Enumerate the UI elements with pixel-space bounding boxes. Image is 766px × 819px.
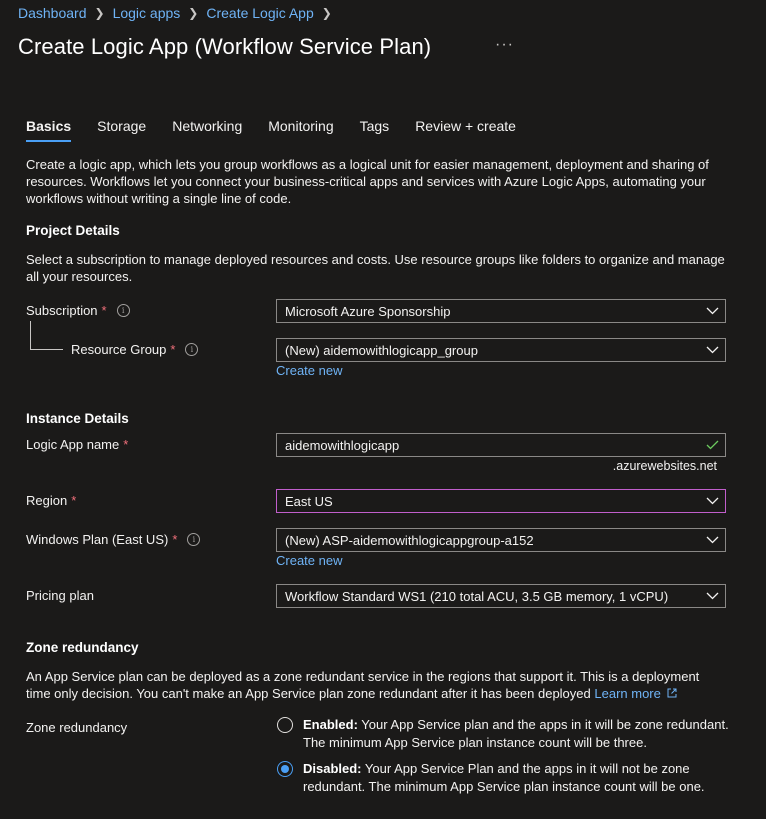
required-marker: *	[123, 437, 129, 452]
zone-enabled-radio[interactable]	[277, 717, 293, 733]
logic-app-name-value: aidemowithlogicapp	[285, 437, 400, 453]
pricing-plan-dropdown[interactable]	[276, 584, 726, 608]
chevron-down-icon	[699, 497, 725, 505]
more-options-icon[interactable]: ···	[495, 36, 514, 53]
required-marker: *	[101, 303, 107, 318]
tree-connector	[30, 321, 63, 350]
tab-monitoring[interactable]: Monitoring	[268, 118, 334, 134]
logic-app-name-label-text: Logic App name	[26, 437, 120, 452]
subscription-label	[26, 303, 130, 318]
tab-bar	[26, 118, 542, 142]
intro-text: Create a logic app, which lets you group workflows as a logical unit for easier management, deployment and sharing of resources. Workflows let you connect your business-critical apps and services with Azure Logic Apps, automating your workflows without writing a single line of code.	[26, 157, 709, 206]
info-icon[interactable]: i	[185, 343, 198, 356]
checkmark-icon	[699, 440, 725, 450]
resource-group-dropdown[interactable]	[276, 338, 726, 362]
chevron-down-icon	[699, 307, 725, 315]
windows-plan-label-text: Windows Plan (East US)	[26, 532, 169, 547]
chevron-right-icon: ❯	[321, 6, 332, 20]
zone-enabled-option[interactable]	[303, 716, 733, 752]
zone-disabled-text: Your App Service Plan and the apps in it will not be zone redundant. The minimum App Service plan instance count will be one.	[303, 761, 705, 794]
subscription-label-text: Subscription	[26, 303, 98, 318]
pricing-plan-value: Workflow Standard WS1 (210 total ACU, 3.5 GB memory, 1 vCPU)	[285, 588, 669, 604]
logic-app-name-label	[26, 437, 128, 452]
windows-plan-dropdown[interactable]	[276, 528, 726, 552]
pricing-plan-label-text: Pricing plan	[26, 588, 94, 603]
info-icon[interactable]: i	[117, 304, 130, 317]
zone-redundancy-desc	[26, 668, 726, 702]
create-new-plan-link[interactable]: Create new	[276, 553, 343, 568]
zone-enabled-text: Your App Service plan and the apps in it will be zone redundant. The minimum App Service plan instance count will be three.	[303, 717, 729, 750]
learn-more-link[interactable]	[594, 686, 676, 701]
region-value: East US	[285, 493, 333, 509]
learn-more-text: Learn more	[594, 686, 661, 701]
domain-suffix: .azurewebsites.net	[612, 459, 717, 473]
chevron-down-icon	[699, 346, 725, 354]
zone-enabled-title: Enabled:	[303, 717, 358, 732]
region-label	[26, 493, 76, 508]
required-marker: *	[170, 342, 176, 357]
windows-plan-label	[26, 532, 200, 547]
breadcrumb	[18, 5, 340, 21]
zone-disabled-option[interactable]	[303, 760, 733, 796]
zone-desc-text: An App Service plan can be deployed as a zone redundant service in the regions that support it. This is a deployment time only decision. You can't make an App Service plan zone redundant after it has been deployed	[26, 669, 700, 701]
subscription-dropdown[interactable]	[276, 299, 726, 323]
logic-app-name-input[interactable]	[276, 433, 726, 457]
windows-plan-value: (New) ASP-aidemowithlogicappgroup-a152	[285, 532, 534, 548]
chevron-right-icon: ❯	[94, 6, 105, 20]
region-label-text: Region	[26, 493, 68, 508]
external-link-icon	[667, 688, 677, 698]
required-marker: *	[71, 493, 77, 508]
tab-networking[interactable]: Networking	[172, 118, 243, 134]
instance-details-heading: Instance Details	[26, 411, 129, 426]
breadcrumb-dashboard[interactable]: Dashboard	[18, 5, 87, 21]
project-details-heading: Project Details	[26, 223, 120, 238]
tab-basics[interactable]: Basics	[26, 118, 71, 142]
chevron-down-icon	[699, 536, 725, 544]
zone-disabled-title: Disabled:	[303, 761, 362, 776]
page-title: Create Logic App (Workflow Service Plan)	[18, 34, 432, 59]
subscription-value: Microsoft Azure Sponsorship	[285, 303, 451, 319]
chevron-right-icon: ❯	[188, 6, 199, 20]
resource-group-label-text: Resource Group	[71, 342, 167, 357]
region-dropdown[interactable]	[276, 489, 726, 513]
info-icon[interactable]: i	[187, 533, 200, 546]
tab-tags[interactable]: Tags	[359, 118, 390, 134]
project-details-desc: Select a subscription to manage deployed resources and costs. Use resource groups like folders to organize and manage all your resources.	[26, 252, 725, 284]
pricing-plan-label	[26, 588, 94, 603]
required-marker: *	[172, 532, 178, 547]
zone-redundancy-label: Zone redundancy	[26, 720, 128, 735]
tab-review-create[interactable]: Review + create	[415, 118, 516, 134]
breadcrumb-create-logic-app[interactable]: Create Logic App	[206, 5, 314, 21]
zone-redundancy-heading: Zone redundancy	[26, 640, 139, 655]
breadcrumb-logic-apps[interactable]: Logic apps	[112, 5, 181, 21]
tab-storage[interactable]: Storage	[97, 118, 147, 134]
chevron-down-icon	[699, 592, 725, 600]
resource-group-label	[71, 342, 198, 357]
create-new-resource-group-link[interactable]: Create new	[276, 363, 343, 378]
resource-group-value: (New) aidemowithlogicapp_group	[285, 342, 478, 358]
zone-disabled-radio[interactable]	[277, 761, 293, 777]
